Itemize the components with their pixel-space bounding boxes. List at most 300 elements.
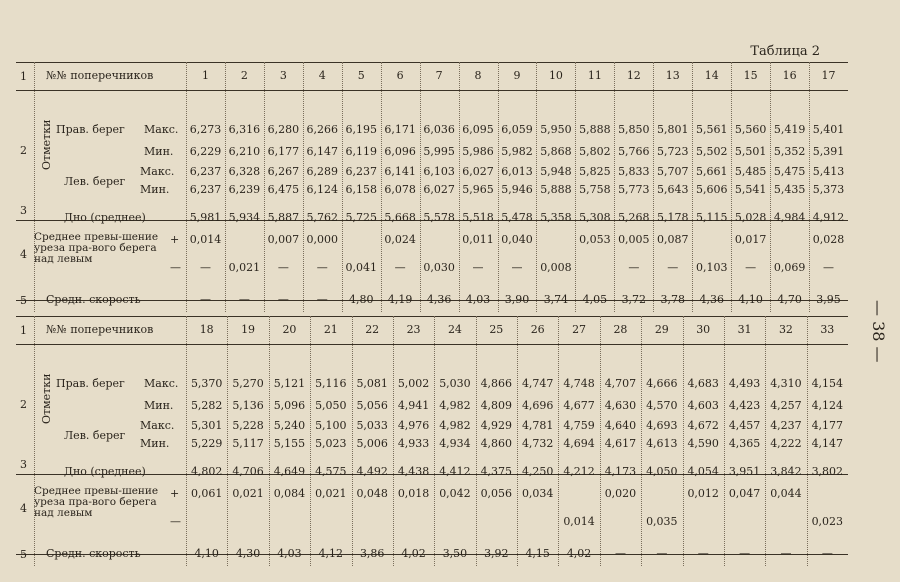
table-cell: 5,485 — [734, 165, 767, 178]
row-number: 5 — [20, 548, 27, 561]
excess-label: Среднее превы-шение уреза пра-вого берега над левым — [34, 485, 159, 519]
min-label: Мин. — [140, 437, 170, 450]
table-cell: 5,758 — [579, 183, 611, 196]
table-cell: 4,570 — [646, 399, 678, 412]
table-cell: 4,802 — [190, 465, 223, 478]
table-cell: 5,661 — [695, 165, 728, 178]
table-cell: 5,419 — [773, 123, 806, 136]
table-cell: 5,825 — [579, 165, 611, 178]
row-number: 4 — [20, 248, 27, 261]
max-label: Макс. — [140, 419, 175, 432]
table-cell: 5,155 — [273, 437, 306, 450]
table-cell: 5,282 — [190, 399, 223, 412]
table-cell: 5,766 — [618, 145, 650, 158]
table-cell: 5,707 — [657, 165, 689, 178]
table-cell: 0,041 — [345, 261, 377, 274]
column-header: 5 — [357, 69, 365, 82]
table-cell: 6,229 — [189, 145, 222, 158]
table-cell: 0,007 — [267, 233, 300, 246]
table-cell: 4,257 — [770, 399, 802, 412]
table-cell: 5,965 — [462, 183, 494, 196]
column-header: 6 — [396, 69, 404, 82]
table-cell: — — [745, 261, 757, 274]
bottom-label: Дно (среднее) — [64, 211, 146, 224]
column-header: 22 — [365, 323, 380, 336]
column-rule — [34, 316, 35, 566]
table-cell: 6,316 — [228, 123, 261, 136]
row-number: 3 — [20, 204, 27, 217]
table-cell: 6,177 — [267, 145, 300, 158]
table-title: Таблица 2 — [750, 44, 820, 59]
table-cell: 5,850 — [618, 123, 650, 136]
table-cell: — — [656, 547, 668, 560]
table-cell: 0,103 — [695, 261, 728, 274]
table-cell: 6,027 — [462, 165, 494, 178]
table-cell: 4,677 — [563, 399, 595, 412]
table-cell: 4,982 — [439, 419, 471, 432]
table-cell: 5,773 — [618, 183, 650, 196]
row-number: 4 — [20, 502, 27, 515]
table-cell: 4,683 — [687, 377, 719, 390]
table-cell: 0,030 — [423, 261, 455, 274]
table-cell: 5,308 — [579, 211, 611, 224]
table-cell: 6,266 — [306, 123, 339, 136]
table-cell: 5,478 — [501, 211, 533, 224]
table-cell: 6,289 — [306, 165, 339, 178]
table-cell: 5,229 — [190, 437, 223, 450]
table-cell: 4,054 — [687, 465, 719, 478]
table-cell: 5,606 — [695, 183, 728, 196]
table-cell: — — [472, 261, 484, 274]
table-cell: 0,053 — [579, 233, 611, 246]
speed-label: Средн. скорость — [46, 293, 141, 306]
column-rule — [34, 62, 35, 312]
table-cell: — — [394, 261, 406, 274]
table-cell: 4,177 — [811, 419, 844, 432]
table-cell: 5,391 — [812, 145, 845, 158]
table-cell: — — [628, 261, 640, 274]
table-cell: 4,666 — [646, 377, 678, 390]
table-cell: 5,946 — [501, 183, 533, 196]
table-cell: 4,493 — [728, 377, 761, 390]
column-header: 12 — [626, 69, 641, 82]
table-cell: 5,117 — [232, 437, 264, 450]
table-cell: 4,781 — [521, 419, 554, 432]
column-header: 7 — [435, 69, 443, 82]
table-cell: 4,03 — [465, 293, 491, 306]
table-cell: 6,013 — [501, 165, 533, 178]
table-cell: 4,809 — [480, 399, 513, 412]
table-cell: — — [511, 261, 523, 274]
table-cell: 4,02 — [566, 547, 592, 560]
table-cell: 3,802 — [811, 465, 844, 478]
table-cell: 0,034 — [521, 487, 554, 500]
column-header: 9 — [513, 69, 521, 82]
table-cell: — — [821, 547, 833, 560]
row-number: 5 — [20, 294, 27, 307]
table-cell: 6,239 — [228, 183, 261, 196]
table-cell: 5,501 — [734, 145, 767, 158]
column-header: 31 — [737, 323, 752, 336]
table-cell: 3,74 — [543, 293, 569, 306]
table-cell: 4,310 — [770, 377, 802, 390]
table-cell: 5,950 — [540, 123, 572, 136]
table-cell: 5,413 — [812, 165, 845, 178]
table-cell: 6,036 — [423, 123, 455, 136]
table-cell: — — [739, 547, 751, 560]
min-label: Мин. — [144, 399, 174, 412]
table-cell: 0,012 — [687, 487, 719, 500]
table-cell: 0,021 — [232, 487, 264, 500]
table-cell: — — [277, 293, 289, 306]
table-cell: 4,438 — [397, 465, 430, 478]
table-cell: 5,301 — [190, 419, 223, 432]
plus-sign: + — [170, 233, 180, 246]
table-cell: 3,951 — [728, 465, 761, 478]
table-cell: 4,250 — [521, 465, 554, 478]
table-cell: 5,981 — [189, 211, 222, 224]
table-cell: — — [823, 261, 835, 274]
speed-label: Средн. скорость — [46, 547, 141, 560]
table-cell: 4,15 — [525, 547, 550, 560]
table-cell: 4,976 — [397, 419, 430, 432]
table-cell: 5,868 — [540, 145, 572, 158]
table-cell: 0,035 — [646, 515, 678, 528]
table-cell: 4,706 — [232, 465, 264, 478]
table-cell: — — [316, 261, 328, 274]
table-cell: 0,023 — [811, 515, 844, 528]
column-header: 1 — [201, 69, 209, 82]
table-cell: 0,042 — [439, 487, 471, 500]
table-cell: 5,240 — [273, 419, 306, 432]
table-cell: 5,725 — [345, 211, 377, 224]
table-cell: 5,030 — [439, 377, 471, 390]
table-cell: 6,119 — [345, 145, 377, 158]
table-cell: 5,502 — [695, 145, 728, 158]
table-cell: 4,70 — [777, 293, 802, 306]
table-cell: 4,457 — [728, 419, 761, 432]
table-cell: 6,273 — [189, 123, 222, 136]
table-cell: 4,748 — [563, 377, 595, 390]
column-header: 13 — [665, 69, 680, 82]
table-cell: 4,050 — [646, 465, 678, 478]
table-cell: 4,707 — [604, 377, 637, 390]
table-cell: 5,033 — [356, 419, 388, 432]
table-cell: 5,006 — [356, 437, 388, 450]
table-cell: 5,401 — [812, 123, 845, 136]
table-cell: 0,018 — [397, 487, 430, 500]
table-cell: 5,268 — [618, 211, 650, 224]
column-header: 20 — [282, 323, 297, 336]
table-cell: 6,103 — [423, 165, 455, 178]
header-label: №№ поперечников — [46, 69, 154, 82]
table-cell: 6,158 — [345, 183, 377, 196]
table-cell: — — [199, 261, 211, 274]
table-cell: 5,668 — [384, 211, 416, 224]
table-cell: 5,121 — [273, 377, 306, 390]
table-cell: 4,613 — [646, 437, 678, 450]
table-cell: 6,095 — [462, 123, 494, 136]
table-cell: 5,888 — [540, 183, 572, 196]
column-header: 2 — [240, 69, 248, 82]
right-bank-label: Прав. берег — [56, 377, 125, 390]
column-header: 23 — [406, 323, 421, 336]
table-cell: 3,86 — [359, 547, 385, 560]
table-cell: 4,630 — [604, 399, 637, 412]
table-cell: 4,173 — [604, 465, 637, 478]
table-cell: 4,912 — [812, 211, 845, 224]
table-cell: 0,014 — [563, 515, 595, 528]
marks-label: Отметки — [40, 373, 53, 424]
column-header: 4 — [318, 69, 326, 82]
table-cell: 5,370 — [190, 377, 223, 390]
table-cell: 5,116 — [315, 377, 347, 390]
table-cell: 6,141 — [384, 165, 416, 178]
table-cell: 5,948 — [540, 165, 572, 178]
table-cell: 5,100 — [315, 419, 347, 432]
table-cell: 5,270 — [232, 377, 264, 390]
table-cell: 4,412 — [439, 465, 471, 478]
table-cell: 4,732 — [521, 437, 554, 450]
table-cell: 0,040 — [501, 233, 533, 246]
table-cell: 0,044 — [770, 487, 802, 500]
table-cell: 6,027 — [423, 183, 455, 196]
table-cell: — — [780, 547, 792, 560]
table-cell: 5,228 — [232, 419, 264, 432]
column-header: 19 — [241, 323, 256, 336]
table-cell: 6,059 — [501, 123, 533, 136]
table-cell: 4,10 — [194, 547, 219, 560]
table-cell: 5,887 — [267, 211, 300, 224]
table-cell: 6,210 — [228, 145, 261, 158]
table-cell: 5,986 — [462, 145, 494, 158]
table-rule — [16, 62, 848, 63]
table-cell: 0,005 — [618, 233, 650, 246]
table-cell: 5,373 — [812, 183, 845, 196]
table-cell: 4,36 — [699, 293, 724, 306]
table-cell: — — [277, 261, 289, 274]
table-cell: 4,982 — [439, 399, 471, 412]
table-cell: 0,087 — [657, 233, 689, 246]
table-cell: 4,02 — [401, 547, 426, 560]
column-header: 21 — [323, 323, 338, 336]
table-cell: 5,056 — [356, 399, 388, 412]
table-cell: 4,929 — [480, 419, 513, 432]
table-cell: 4,672 — [687, 419, 719, 432]
table-cell: 6,078 — [384, 183, 416, 196]
table-cell: 0,000 — [306, 233, 339, 246]
table-cell: 4,866 — [480, 377, 513, 390]
column-header: 11 — [587, 69, 602, 82]
table-cell: 0,011 — [462, 233, 494, 246]
table-cell: 3,92 — [484, 547, 509, 560]
marks-label: Отметки — [40, 119, 53, 170]
table-cell: 4,603 — [687, 399, 719, 412]
table-cell: 6,475 — [267, 183, 300, 196]
table-cell: 4,03 — [277, 547, 302, 560]
max-label: Макс. — [144, 377, 179, 390]
table-cell: 4,696 — [521, 399, 554, 412]
table-cell: 6,195 — [345, 123, 377, 136]
table-cell: 4,365 — [728, 437, 761, 450]
data-table — [16, 62, 848, 582]
table-cell: 6,267 — [267, 165, 300, 178]
column-header: 18 — [199, 323, 214, 336]
table-cell: 0,028 — [812, 233, 845, 246]
table-cell: 0,021 — [315, 487, 347, 500]
table-cell: 4,36 — [426, 293, 452, 306]
excess-label: Среднее превы-шение уреза пра-вого берега над левым — [34, 231, 159, 265]
table-cell: 0,061 — [190, 487, 223, 500]
table-cell: 4,860 — [480, 437, 513, 450]
column-header: 17 — [821, 69, 836, 82]
table-cell: 0,084 — [273, 487, 306, 500]
table-cell: 6,237 — [189, 165, 222, 178]
table-cell: 0,017 — [734, 233, 767, 246]
table-rule — [16, 90, 848, 91]
table-cell: 4,05 — [582, 293, 608, 306]
table-cell: 5,762 — [306, 211, 339, 224]
column-header: 29 — [654, 323, 669, 336]
table-cell: 4,237 — [770, 419, 802, 432]
table-cell: 5,023 — [315, 437, 347, 450]
max-label: Макс. — [140, 165, 175, 178]
table-cell: 5,475 — [773, 165, 806, 178]
table-cell: 5,178 — [657, 211, 689, 224]
table-cell: 0,069 — [773, 261, 806, 274]
table-cell: 4,693 — [646, 419, 678, 432]
column-header: 26 — [530, 323, 545, 336]
table-cell: 6,328 — [228, 165, 261, 178]
table-cell: 4,147 — [811, 437, 844, 450]
row-number: 1 — [20, 70, 27, 83]
table-cell: 6,171 — [384, 123, 416, 136]
table-cell: 4,640 — [604, 419, 637, 432]
left-bank-label: Лев. берег — [64, 175, 126, 188]
table-cell: 4,375 — [480, 465, 513, 478]
table-cell: 4,154 — [811, 377, 844, 390]
table-cell: — — [667, 261, 679, 274]
table-cell: 0,008 — [540, 261, 572, 274]
row-number: 3 — [20, 458, 27, 471]
table-cell: 5,002 — [397, 377, 430, 390]
column-header: 8 — [474, 69, 482, 82]
column-header: 32 — [778, 323, 793, 336]
table-cell: 3,78 — [660, 293, 685, 306]
table-cell: 5,982 — [501, 145, 533, 158]
min-label: Мин. — [144, 145, 174, 158]
column-header: 3 — [279, 69, 287, 82]
table-cell: 4,747 — [521, 377, 554, 390]
table-cell: 4,12 — [318, 547, 344, 560]
table-cell: 4,222 — [770, 437, 802, 450]
table-cell: 3,90 — [504, 293, 530, 306]
table-cell: 0,056 — [480, 487, 513, 500]
max-label: Макс. — [144, 123, 179, 136]
table-cell: 4,694 — [563, 437, 595, 450]
table-cell: 0,024 — [384, 233, 416, 246]
table-cell: 5,352 — [773, 145, 806, 158]
table-cell: 5,081 — [356, 377, 388, 390]
column-header: 10 — [548, 69, 563, 82]
table-cell: 0,048 — [356, 487, 388, 500]
table-cell: 5,801 — [657, 123, 689, 136]
right-bank-label: Прав. берег — [56, 123, 125, 136]
column-header: 24 — [447, 323, 462, 336]
table-cell: 5,833 — [618, 165, 650, 178]
table-cell: 0,047 — [728, 487, 761, 500]
table-cell: 6,096 — [384, 145, 416, 158]
left-bank-label: Лев. берег — [64, 429, 126, 442]
table-cell: 4,19 — [387, 293, 413, 306]
table-cell: 5,096 — [273, 399, 306, 412]
table-cell: 5,028 — [734, 211, 767, 224]
table-cell: 4,575 — [315, 465, 347, 478]
table-cell: 4,984 — [773, 211, 806, 224]
header-label: №№ поперечников — [46, 323, 154, 336]
column-header: 33 — [820, 323, 835, 336]
table-cell: 6,147 — [306, 145, 339, 158]
column-header: 27 — [572, 323, 587, 336]
table-cell: 5,358 — [540, 211, 572, 224]
table-cell: 4,617 — [604, 437, 637, 450]
table-cell: 3,50 — [442, 547, 468, 560]
table-cell: 6,237 — [189, 183, 222, 196]
table-cell: 4,492 — [356, 465, 388, 478]
table-cell: 5,115 — [695, 211, 728, 224]
table-cell: 5,802 — [579, 145, 611, 158]
table-cell: 5,934 — [228, 211, 261, 224]
table-cell: — — [614, 547, 626, 560]
table-cell: 5,561 — [695, 123, 728, 136]
table-cell: 5,560 — [734, 123, 767, 136]
table-cell: 4,941 — [397, 399, 430, 412]
column-header: 30 — [696, 323, 711, 336]
table-cell: 4,590 — [687, 437, 719, 450]
table-cell: 3,72 — [621, 293, 647, 306]
table-cell: 4,212 — [563, 465, 595, 478]
table-cell: 0,021 — [228, 261, 261, 274]
table-cell: 0,014 — [189, 233, 222, 246]
table-cell: 5,518 — [462, 211, 494, 224]
table-cell: 4,124 — [811, 399, 844, 412]
minus-sign: — — [170, 261, 181, 274]
page-number: — 38 — — [869, 300, 888, 363]
table-cell: 5,995 — [423, 145, 455, 158]
plus-sign: + — [170, 487, 180, 500]
column-header: 14 — [704, 69, 719, 82]
table-cell: 4,423 — [728, 399, 761, 412]
table-cell: 3,842 — [770, 465, 802, 478]
column-header: 15 — [743, 69, 758, 82]
table-cell: 3,95 — [816, 293, 841, 306]
table-cell: 5,435 — [773, 183, 806, 196]
table-cell: 4,30 — [235, 547, 261, 560]
table-cell: — — [238, 293, 250, 306]
table-cell: 4,933 — [397, 437, 430, 450]
row-number: 1 — [20, 324, 27, 337]
bottom-label: Дно (среднее) — [64, 465, 146, 478]
table-cell: 4,759 — [563, 419, 595, 432]
table-cell: 6,237 — [345, 165, 377, 178]
min-label: Мин. — [140, 183, 170, 196]
table-cell: 6,280 — [267, 123, 300, 136]
table-cell: 4,934 — [439, 437, 471, 450]
table-cell: 5,723 — [657, 145, 689, 158]
row-number: 2 — [20, 398, 27, 411]
table-cell: — — [199, 293, 211, 306]
table-cell: — — [697, 547, 709, 560]
